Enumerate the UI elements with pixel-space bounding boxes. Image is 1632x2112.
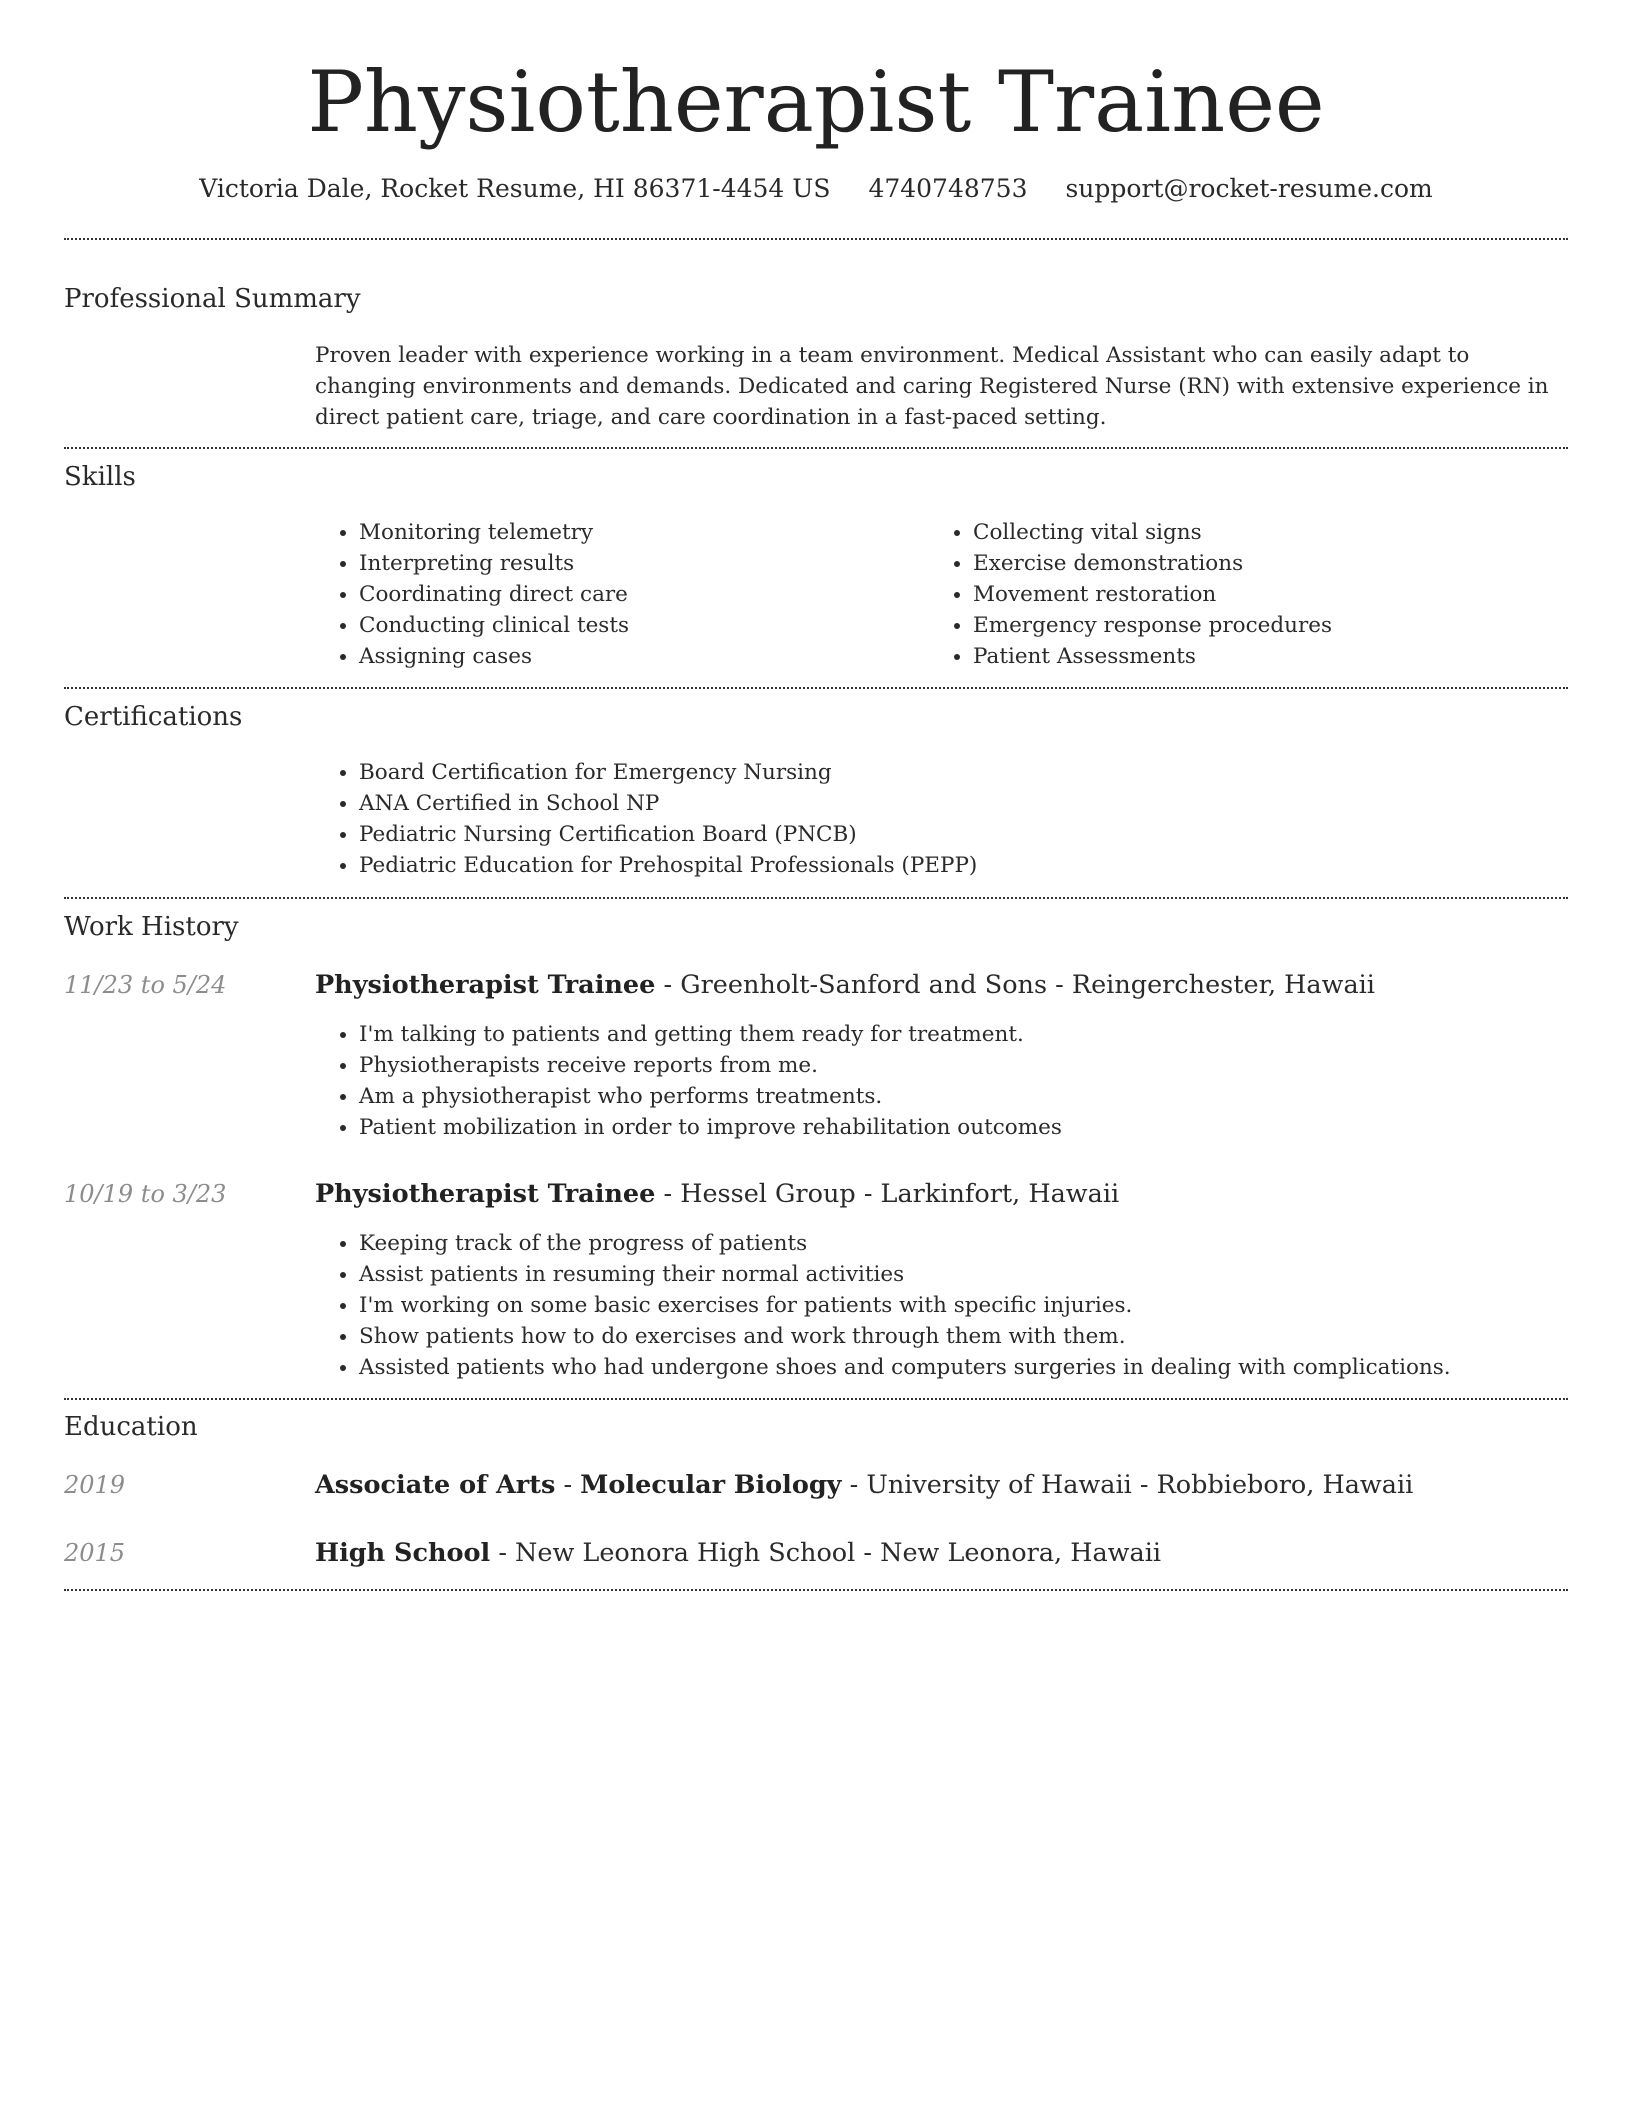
education-degree: High School	[315, 1538, 491, 1568]
job-bullet: • Keeping track of the progress of patients	[359, 1228, 1451, 1259]
job-dates: 10/19 to 3/23	[64, 1180, 227, 1208]
skill-item: • Patient Assessments	[973, 641, 1332, 672]
contact-line	[0, 170, 1632, 208]
separator: -	[655, 1179, 681, 1209]
education-year: 2015	[64, 1539, 126, 1567]
skill-item: • Conducting clinical tests	[359, 610, 629, 641]
job-company: Hessel Group	[680, 1179, 856, 1209]
skill-item: • Exercise demonstrations	[973, 548, 1332, 579]
separator: -	[855, 1538, 881, 1568]
education-year: 2019	[64, 1471, 126, 1499]
skill-item: • Collecting vital signs	[973, 517, 1332, 548]
contact-phone: 4740748753	[868, 174, 1028, 203]
skills-heading: Skills	[64, 462, 136, 492]
certification-item: • Pediatric Education for Prehospital Professionals (PEPP)	[359, 850, 977, 881]
education-location: New Leonora, Hawaii	[880, 1538, 1162, 1568]
skill-item: • Assigning cases	[359, 641, 629, 672]
job-bullet: • I'm working on some basic exercises for patients with specific injuries.	[359, 1290, 1451, 1321]
job-header	[315, 1176, 1119, 1212]
job-bullet: • Am a physiotherapist who performs treatments.	[359, 1081, 1062, 1112]
skills-list-right	[929, 517, 1332, 672]
job-header	[315, 967, 1375, 1003]
certification-item: • Pediatric Nursing Certification Board (PNCB)	[359, 819, 977, 850]
section-divider	[64, 238, 1568, 240]
job-dates: 11/23 to 5/24	[64, 971, 227, 999]
job-location: Reingerchester, Hawaii	[1071, 970, 1375, 1000]
job-title: Physiotherapist Trainee	[315, 1179, 656, 1209]
certification-item: • Board Certification for Emergency Nursing	[359, 757, 977, 788]
education-entry	[315, 1535, 1161, 1571]
separator: -	[555, 1470, 581, 1500]
education-location: Robbieboro, Hawaii	[1156, 1470, 1414, 1500]
resume-title: Physiotherapist Trainee	[307, 53, 1325, 151]
job-company: Greenholt-Sanford and Sons	[680, 970, 1048, 1000]
section-divider	[64, 897, 1568, 899]
job-bullet: • Assist patients in resuming their normal activities	[359, 1259, 1451, 1290]
separator: -	[490, 1538, 516, 1568]
job-title: Physiotherapist Trainee	[315, 970, 656, 1000]
certification-item: • ANA Certified in School NP	[359, 788, 977, 819]
job-bullet: • Show patients how to do exercises and work through them with them.	[359, 1321, 1451, 1352]
job-bullet: • Patient mobilization in order to improve rehabilitation outcomes	[359, 1112, 1062, 1143]
skill-item: • Coordinating direct care	[359, 579, 629, 610]
education-field: Molecular Biology	[580, 1470, 842, 1500]
job-bullets	[315, 1228, 1451, 1383]
job-bullet: • I'm talking to patients and getting them ready for treatment.	[359, 1019, 1062, 1050]
section-divider	[64, 1398, 1568, 1400]
job-bullets	[315, 1019, 1062, 1143]
skill-item: • Interpreting results	[359, 548, 629, 579]
education-heading: Education	[64, 1412, 198, 1442]
certifications-heading: Certifications	[64, 702, 243, 732]
education-degree: Associate of Arts	[315, 1470, 556, 1500]
education-school: University of Hawaii	[866, 1470, 1132, 1500]
summary-heading: Professional Summary	[64, 284, 361, 314]
summary-text: Proven leader with experience working in a team environment. Medical Assistant who can easily adapt to changing environments and demands. Dedicated and caring Registered Nurse (RN) with extensive experience in direct patient care, triage, and care coordination in a fast-paced setting.	[315, 343, 1549, 430]
separator: -	[855, 1179, 881, 1209]
education-entry	[315, 1467, 1413, 1503]
skill-item: • Emergency response procedures	[973, 610, 1332, 641]
skill-item: • Monitoring telemetry	[359, 517, 629, 548]
job-location: Larkinfort, Hawaii	[880, 1179, 1120, 1209]
separator: -	[841, 1470, 867, 1500]
job-bullet: • Assisted patients who had undergone shoes and computers surgeries in dealing with complications.	[359, 1352, 1451, 1383]
section-divider	[64, 447, 1568, 449]
education-school: New Leonora High School	[515, 1538, 856, 1568]
skill-item: • Movement restoration	[973, 579, 1332, 610]
separator: -	[655, 970, 681, 1000]
separator: -	[1047, 970, 1072, 1000]
section-divider	[64, 687, 1568, 689]
work-heading: Work History	[64, 912, 239, 942]
contact-email: support@rocket-resume.com	[1065, 174, 1433, 203]
job-bullet: • Physiotherapists receive reports from me.	[359, 1050, 1062, 1081]
skills-list-left	[315, 517, 629, 672]
section-divider	[64, 1589, 1568, 1591]
contact-address: Victoria Dale, Rocket Resume, HI 86371-4454 US	[199, 174, 831, 203]
separator: -	[1131, 1470, 1157, 1500]
certifications-list	[315, 757, 977, 881]
